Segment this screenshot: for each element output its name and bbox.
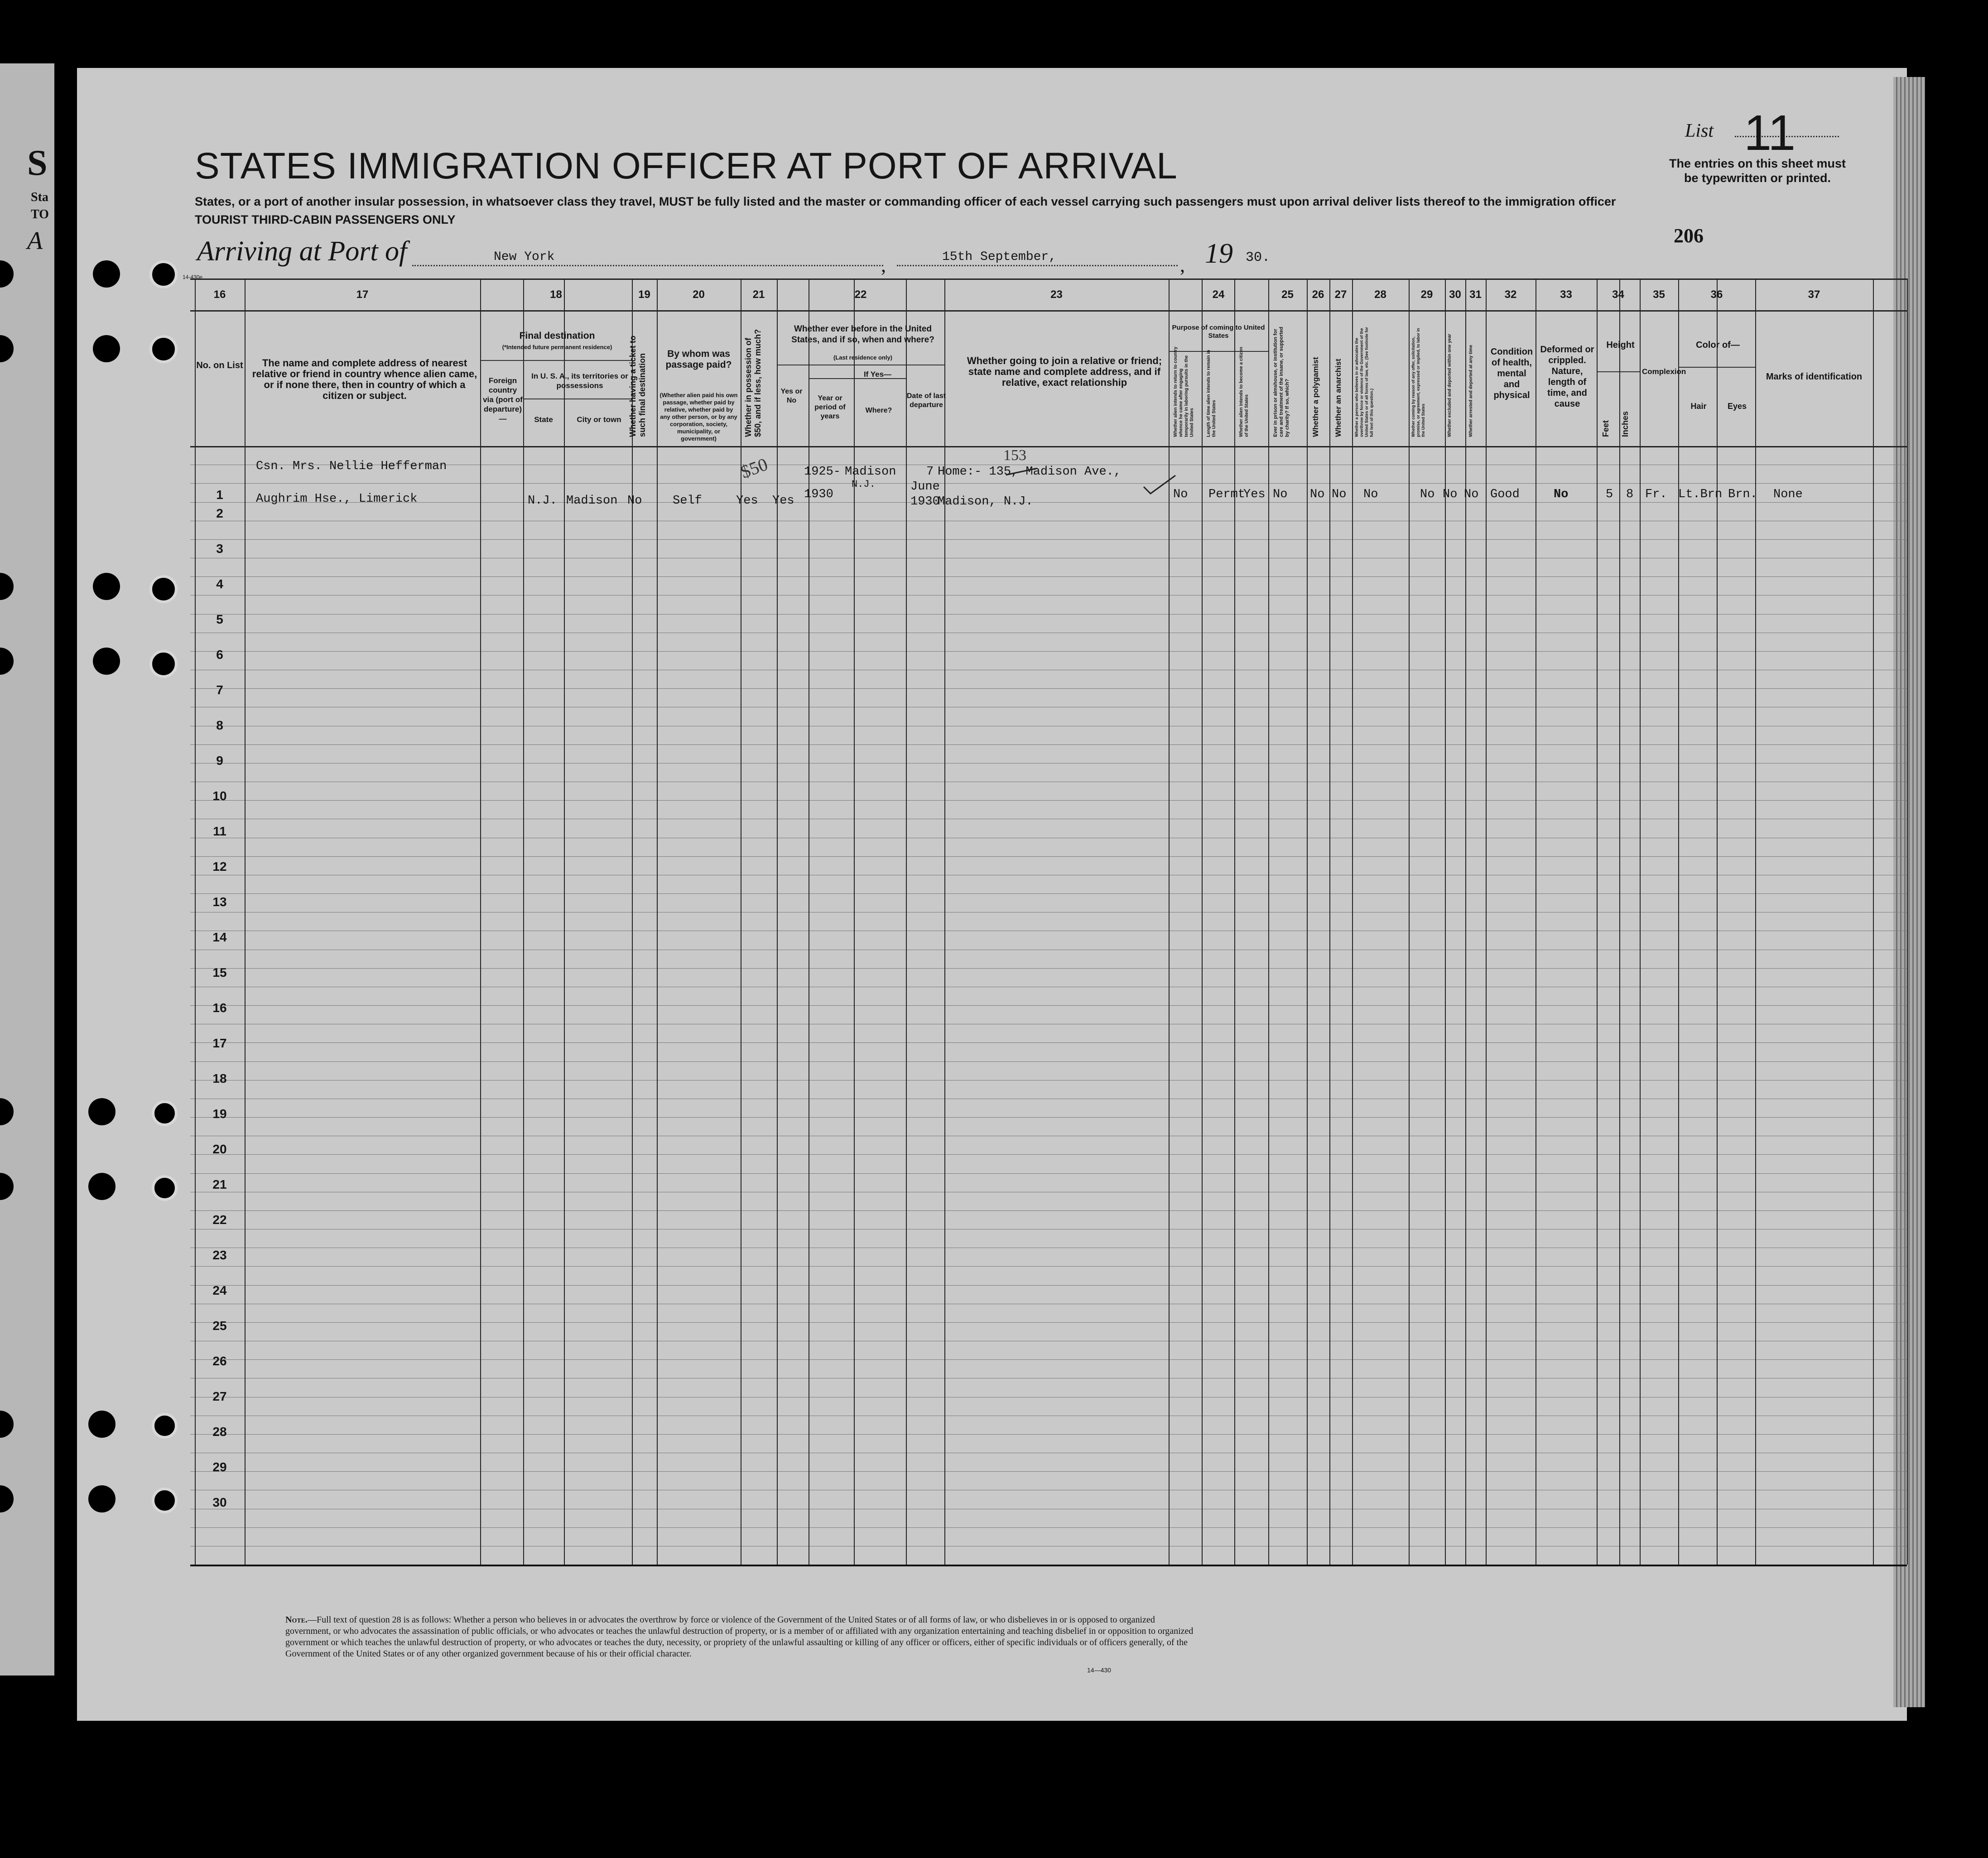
subheader-rule [523, 398, 632, 399]
column-number: 37 [1808, 288, 1820, 301]
column-number: 21 [752, 288, 765, 301]
column-number: 35 [1653, 288, 1665, 301]
arriving-label: Arriving at Port of [197, 236, 407, 267]
row-number: 27 [212, 1389, 227, 1403]
entry-prison: No [1273, 488, 1288, 501]
header-marks: Marks of identification [1766, 372, 1863, 382]
year-prefix: 19 [1205, 238, 1233, 269]
column-rule [1445, 278, 1446, 1565]
column-number: 20 [693, 288, 705, 301]
header-before-in-us-sub: (Last residence only) [833, 354, 893, 361]
entry-ticket: No [627, 494, 642, 508]
header-last-departure: Date of last departure [906, 392, 946, 409]
column-rule [1640, 278, 1641, 1565]
entry-feet: 5 [1606, 488, 1613, 501]
row-number: 28 [212, 1425, 227, 1439]
port-value: New York [494, 250, 555, 264]
column-rule [657, 278, 658, 1565]
binding-hole [88, 1485, 116, 1512]
row-guide [190, 483, 1907, 484]
column-number: 23 [1050, 288, 1063, 301]
column-rule [195, 278, 196, 1565]
binding-hole [152, 1413, 178, 1439]
binding-hole [88, 1411, 116, 1438]
row-number: 9 [216, 754, 223, 768]
column-rule [777, 278, 778, 1565]
header-eyes: Eyes [1727, 402, 1747, 411]
header-passage-paid-sub: (Whether alien paid his own passage, whether paid by relative, whether paid by any other person, or by any corporation, society, municipality, or government) [659, 392, 738, 442]
entry-city: Madison [566, 494, 618, 508]
entry-complexion: Fr. [1645, 488, 1667, 501]
column-number: 16 [213, 288, 226, 301]
column-rule [1465, 278, 1466, 1565]
row-guide [190, 1210, 1907, 1211]
row-guide [190, 800, 1907, 801]
column-rule [480, 278, 481, 1565]
row-guide [190, 614, 1907, 615]
row-number: 12 [212, 859, 227, 874]
header-year-period: Year or period of years [814, 394, 846, 420]
row-guide [190, 688, 1907, 689]
row-guide [190, 1359, 1907, 1360]
column-rule [1619, 278, 1620, 1565]
entry-where: N.J. [852, 479, 876, 490]
column-rule [1678, 278, 1679, 1565]
header-relative-address: The name and complete address of nearest relative or friend in country whence alien came, or if none there, then in country of which a citizen or subject. [252, 357, 477, 401]
header-joining-relative: Whether going to join a relative or friend; state name and complete address, and if relative, exact relationship [967, 355, 1162, 388]
binding-hole [93, 648, 120, 675]
row-number: 24 [212, 1283, 227, 1297]
table-bottom-rule [190, 1565, 1907, 1566]
row-number: 19 [212, 1107, 227, 1121]
column-rule [1755, 278, 1756, 1565]
column-number: 31 [1469, 288, 1482, 301]
form-code-top: 14-430e [183, 274, 203, 280]
row-guide [190, 1266, 1907, 1267]
entry-where: Madison [845, 465, 896, 479]
entries-note-line: be typewritten or printed. [1684, 171, 1831, 185]
entry-q28: No [1363, 488, 1378, 501]
column-number: 34 [1612, 288, 1624, 301]
entry-health: Good [1490, 488, 1520, 501]
column-rule [523, 278, 524, 1565]
column-number: 26 [1312, 288, 1324, 301]
row-guide [190, 1173, 1907, 1174]
binding-hole [149, 260, 178, 288]
column-rule [1352, 278, 1353, 1565]
row-number: 8 [216, 718, 223, 732]
entry-state: N.J. [528, 494, 557, 508]
column-number: 24 [1212, 288, 1225, 301]
column-number: 29 [1420, 288, 1433, 301]
entries-note [1640, 156, 1875, 185]
entries-note-line: The entries on this sheet must [1669, 157, 1846, 170]
row-guide [190, 1061, 1907, 1062]
column-number: 17 [356, 288, 369, 301]
row-number: 11 [213, 824, 226, 838]
row-number: 17 [212, 1036, 227, 1050]
footnote [285, 1614, 1196, 1660]
row-guide [190, 502, 1907, 503]
entry-before-in-us: Yes [772, 494, 794, 508]
check-mark-icon [1141, 473, 1178, 496]
entry-joining-city: Madison, N.J. [938, 495, 1033, 509]
row-number: 23 [212, 1248, 227, 1262]
header-ticket: Whether having a ticket to such final destination [628, 335, 647, 437]
header-q31: Whether arrested and deported at any time [1468, 345, 1473, 437]
column-rule [1234, 278, 1235, 1565]
header-q29: Whether coming by reason of any offer, solicitation, promise, or agreement, expressed or implied, to labor in the United States [1411, 328, 1425, 437]
column-rule [906, 278, 907, 1565]
row-guide [190, 1471, 1907, 1472]
column-number: 18 [550, 288, 562, 301]
row-number: 13 [212, 895, 227, 909]
entry-money-note: $50 [738, 454, 770, 482]
cabin-class-label: TOURIST THIRD-CABIN PASSENGERS ONLY [195, 213, 456, 226]
header-inches: Inches [1621, 411, 1630, 437]
header-if-yes: If Yes— [863, 370, 892, 379]
header-polygamist: Whether a polygamist [1311, 357, 1320, 437]
date-value: 15th September, [942, 250, 1057, 264]
column-rule [1307, 278, 1308, 1565]
form-code: 14—430 [1087, 1666, 1111, 1674]
column-rule [632, 278, 633, 1565]
comma: , [1180, 254, 1185, 276]
column-number: 25 [1281, 288, 1294, 301]
header-foreign-country: Foreign country via (port of departure)— [483, 376, 523, 423]
page-title: STATES IMMIGRATION OFFICER AT PORT OF ARRIVAL [195, 145, 1178, 187]
column-number: 19 [638, 288, 650, 301]
binding-hole [93, 260, 120, 288]
header-citizen-intent: Whether alien intends to become a citizen of the United States [1239, 347, 1249, 437]
row-number: 20 [212, 1142, 227, 1156]
column-number: 36 [1710, 288, 1723, 301]
header-q28: Whether a person who believes in or advocates the overthrow by force or violence of the Government of the United States or of all forms of law, etc. (See footnote for full text of this question.) [1354, 327, 1374, 437]
comma: , [881, 254, 886, 276]
entry-q29: No [1420, 488, 1435, 501]
entry-joining-address: Home:- 135, Madison Ave., [938, 465, 1122, 479]
header-feet: Feet [1601, 420, 1610, 437]
entry-years: 1930 [804, 488, 833, 501]
column-rule [1202, 278, 1203, 1565]
header-before-in-us: Whether ever before in the United States, and if so, when and where? [791, 324, 934, 345]
row-number: 15 [212, 965, 227, 979]
column-rule [1169, 278, 1170, 1565]
entry-deformed: No [1554, 488, 1569, 501]
header-yes-no: Yes or No [780, 388, 803, 404]
row-number: 30 [212, 1495, 227, 1509]
column-rule [1907, 278, 1908, 1565]
header-possession-50: Whether in possession of $50, and if less, how much? [744, 329, 762, 437]
header-height: Height [1606, 340, 1635, 350]
row-guide [190, 893, 1907, 894]
row-guide [190, 1527, 1907, 1528]
column-number: 22 [854, 288, 867, 301]
column-rule [1873, 278, 1874, 1565]
header-final-destination: Final destination [519, 331, 595, 341]
row-number: 2 [216, 506, 223, 520]
header-color-of: Color of— [1696, 340, 1740, 350]
date-line [897, 265, 1178, 266]
entry-stay-length: Permt [1208, 488, 1246, 501]
header-in-usa: In U. S. A., its territories or possessions [531, 372, 628, 390]
footnote-label: Note. [285, 1615, 308, 1625]
entry-citizen-intent: Yes [1243, 488, 1266, 501]
year-value: 30. [1246, 250, 1271, 265]
row-number: 6 [216, 648, 223, 662]
row-number: 7 [216, 683, 223, 697]
column-rule [1409, 278, 1410, 1565]
row-guide [190, 539, 1907, 540]
binding-hole [152, 1175, 178, 1201]
row-guide [190, 1285, 1907, 1286]
port-line [412, 265, 883, 266]
header-q30: Whether excluded and deported within one year [1447, 334, 1452, 437]
subheader-rule [480, 360, 632, 361]
entry-paid-by: Self [673, 494, 702, 508]
column-rule [1597, 278, 1598, 1565]
header-hair: Hair [1690, 402, 1707, 411]
column-number: 32 [1504, 288, 1517, 301]
column-rule [1329, 278, 1330, 1565]
manifest-table [190, 278, 1907, 1565]
header-stay-length: Length of time alien intends to remain in the United States [1206, 350, 1217, 437]
footnote-text: —Full text of question 28 is as follows: Whether a person who believes in or advocates the overthrow by force or violence of the Government of the United States or of all forms of law, or who disbelieves in or is opposed to organized government, or who advocates the assassination of public officials, or who advocates or teaches the unlawful destruction of property, or is a member of or affiliated with any organization entertaining and teaching disbelief in or opposition to organized government or which teaches the unlawful destruction of property, or who advocates or teaches the duty, necessity, or propriety of the unlawful assaulting or killing of any officer or officers, either of specific individuals or of officers generally, of the Government of the United States or of any other organized government because of his or their official character. [285, 1615, 1194, 1659]
column-rule [1717, 278, 1718, 1565]
entry-q31: No [1464, 488, 1479, 501]
binding-hole [88, 1173, 116, 1200]
binding-hole [152, 1100, 178, 1126]
row-number: 1 [216, 488, 223, 502]
header-complexion: Complexion [1642, 367, 1686, 376]
entry-relative-address: Aughrim Hse., Limerick [256, 492, 418, 506]
row-number: 26 [212, 1354, 227, 1368]
row-number: 4 [216, 577, 223, 591]
entry-marks: None [1773, 488, 1803, 501]
row-guide [190, 1117, 1907, 1118]
row-guide [190, 856, 1907, 857]
column-rule [564, 278, 565, 1565]
column-number: 28 [1374, 288, 1386, 301]
header-city: City or town [577, 415, 621, 424]
row-number: 10 [212, 789, 227, 803]
entry-years: 1925- [804, 465, 841, 479]
row-number: 18 [212, 1071, 227, 1085]
header-return-intent: Whether alien intends to return to country whence he came after engaging temporarily in laboring pursuits in the United States [1173, 346, 1194, 437]
column-number: 33 [1560, 288, 1572, 301]
header-anarchist: Whether an anarchist [1334, 359, 1343, 437]
list-label: List [1685, 120, 1714, 141]
header-prison: Ever in prison or almshouse, or institution for care and treatment of the insane, or supported by charity? If so, which? [1273, 326, 1290, 437]
binding-hole [93, 573, 120, 600]
row-number: 5 [216, 612, 223, 626]
row-number: 21 [212, 1177, 227, 1191]
row-guide [190, 1154, 1907, 1155]
binding-hole [149, 575, 178, 603]
entry-eyes: Brn. [1728, 488, 1757, 501]
header-passage-paid: By whom was passage paid? [665, 349, 732, 370]
row-guide [190, 576, 1907, 577]
page-number: 206 [1674, 225, 1704, 247]
row-guide [190, 744, 1907, 745]
column-rule [1268, 278, 1269, 1565]
row-number: 3 [216, 542, 223, 556]
binding-hole [152, 1488, 178, 1513]
entry-relative-name: Csn. Mrs. Nellie Hefferman [256, 460, 447, 473]
row-number: 16 [212, 1001, 227, 1015]
header-health: Condition of health, mental and physical [1490, 347, 1533, 400]
header-final-destination-sub: (*Intended future permanent residence) [502, 344, 612, 350]
header-deformed: Deformed or crippled. Nature, length of time, and cause [1540, 345, 1594, 409]
entry-polygamist: No [1310, 488, 1325, 501]
row-number: 14 [212, 930, 227, 944]
binding-hole [149, 335, 178, 363]
row-number: 22 [212, 1213, 227, 1227]
entry-joining-correction: 153 [1003, 447, 1026, 464]
header-purpose: Purpose of coming to United States [1172, 324, 1265, 340]
entry-hair: Lt.Brn [1678, 488, 1723, 501]
row-guide [190, 968, 1907, 969]
left-page-letter: S [27, 143, 48, 183]
binding-hole [149, 650, 178, 678]
list-number: 11 [1744, 105, 1796, 161]
instructions-text: States, or a port of another insular possession, in whatsoever class they travel, MUST be fully listed and the master or commanding officer of each vessel carrying such passengers must upon arrival deliver lists thereof to the immigration officer [195, 195, 1616, 208]
entry-last-departure: 1930 [910, 495, 940, 509]
row-guide [190, 1005, 1907, 1006]
entry-has-50: Yes [736, 494, 758, 508]
binding-hole [88, 1098, 116, 1125]
binding-hole [93, 335, 120, 362]
header-no-on-list: No. on List [196, 360, 243, 370]
column-number: 27 [1334, 288, 1347, 301]
header-rule [190, 446, 1907, 447]
entry-return-intent: No [1173, 488, 1188, 501]
header-state: State [534, 415, 553, 424]
row-number: 29 [212, 1460, 227, 1474]
entry-q30: No [1443, 488, 1458, 501]
entry-last-departure: June [910, 480, 940, 494]
column-rule [1486, 278, 1487, 1565]
left-page-text: A [27, 227, 43, 255]
left-page-text: Sta [31, 190, 48, 204]
row-guide [190, 651, 1907, 652]
row-number: 25 [212, 1319, 227, 1333]
entry-last-departure: 7 [926, 465, 934, 479]
column-number: 30 [1449, 288, 1461, 301]
left-page-text: TO [31, 207, 49, 221]
row-guide [190, 1042, 1907, 1043]
entry-inches: 8 [1626, 488, 1634, 501]
row-guide [190, 1322, 1907, 1323]
header-rule [190, 310, 1907, 312]
header-rule [190, 278, 1907, 280]
subheader-rule [1597, 371, 1640, 372]
header-where: Where? [865, 407, 892, 414]
row-guide [190, 1434, 1907, 1435]
entry-anarchist: No [1332, 488, 1347, 501]
